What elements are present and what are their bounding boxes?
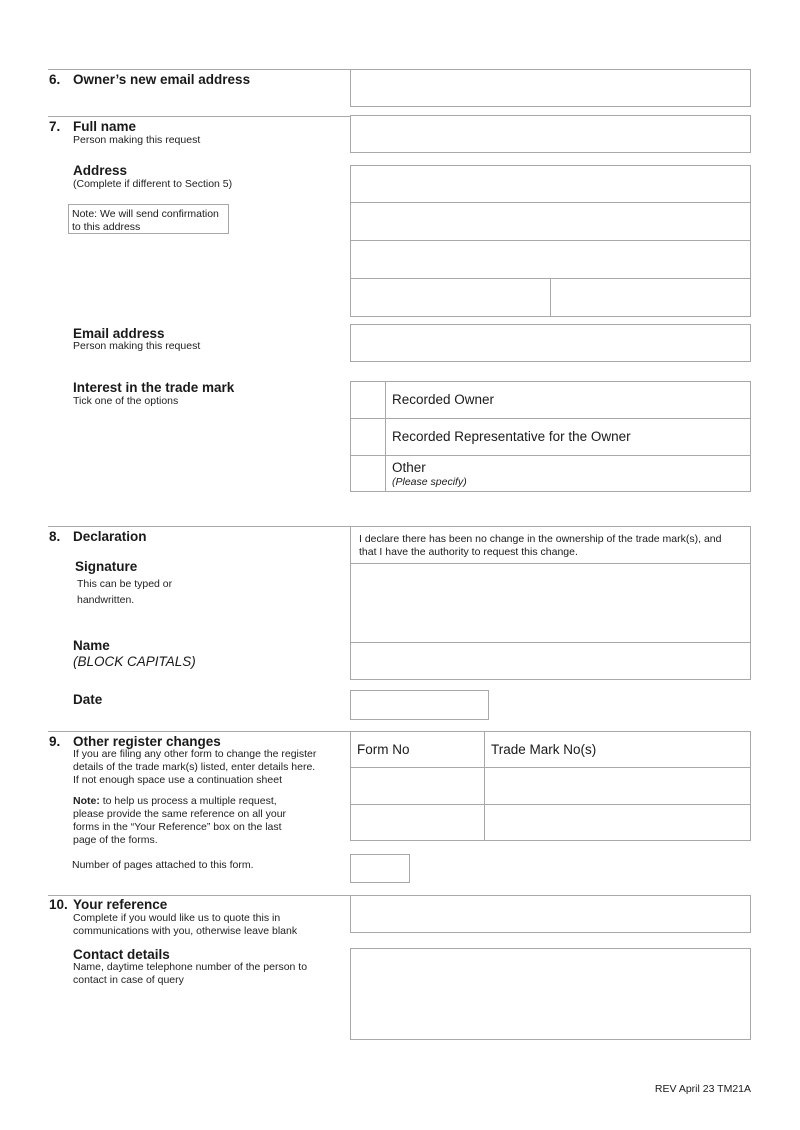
address-line3-input[interactable] — [350, 240, 751, 279]
section-6-title: Owner’s new email address — [73, 72, 251, 87]
note-bold-label: Note: — [73, 795, 100, 807]
address-town-input[interactable] — [350, 278, 551, 317]
note-line3: forms in the “Your Reference” box on the last — [73, 821, 282, 833]
form-no-header-label: Form No — [357, 742, 410, 757]
recorded-owner-label: Recorded Owner — [392, 392, 495, 407]
other-interest-option[interactable] — [385, 455, 751, 492]
your-reference-sub-2: communications with you, otherwise leave blank — [73, 925, 298, 937]
form-no-input-row2[interactable] — [350, 804, 485, 841]
name-title: Name — [73, 638, 110, 653]
declaration-statement — [350, 526, 751, 564]
email-address-title: Email address — [73, 326, 165, 341]
section-7-rule — [48, 116, 350, 117]
note-line2: please provide the same reference on all your — [73, 808, 287, 820]
section-8-rule — [48, 526, 350, 527]
signature-input[interactable] — [350, 563, 751, 643]
interest-subtitle: Tick one of the options — [73, 395, 179, 407]
other-interest-hint: (Please specify) — [392, 476, 467, 488]
address-line2-input[interactable] — [350, 202, 751, 241]
pages-attached-label: Number of pages attached to this form. — [72, 859, 254, 871]
address-note-line2: to this address — [72, 221, 141, 233]
full-name-title: Full name — [73, 119, 137, 134]
signature-subtitle-1: This can be typed or — [77, 578, 173, 590]
other-register-sub-3: If not enough space use a continuation sheet — [73, 774, 282, 786]
owner-new-email-input[interactable] — [350, 69, 751, 107]
section-6-number: 6. — [49, 72, 61, 87]
note-line1: to help us process a multiple request, — [99, 795, 277, 807]
signature-title: Signature — [75, 559, 138, 574]
date-title: Date — [73, 692, 103, 707]
section-10-rule — [48, 895, 350, 896]
your-reference-title: Your reference — [73, 897, 168, 912]
name-input[interactable] — [350, 642, 751, 680]
footer-revision: REV April 23 — [654, 1083, 715, 1095]
your-reference-sub-1: Complete if you would like us to quote this in — [73, 912, 281, 924]
interest-title: Interest in the trade mark — [73, 380, 235, 395]
other-register-note — [73, 795, 286, 847]
footer-form-code: TM21A — [717, 1083, 751, 1095]
contact-details-sub-1: Name, daytime telephone number of the person to — [73, 961, 308, 973]
note-line4: page of the forms. — [73, 834, 158, 846]
trade-mark-no-header-label: Trade Mark No(s) — [491, 742, 597, 757]
email-address-input[interactable] — [350, 324, 751, 362]
date-input[interactable] — [350, 690, 489, 720]
full-name-subtitle: Person making this request — [73, 134, 201, 146]
recorded-representative-checkbox[interactable] — [350, 418, 386, 456]
address-note — [68, 204, 229, 234]
other-register-sub-1: If you are filing any other form to change the register — [73, 748, 317, 760]
signature-subtitle-2: handwritten. — [77, 594, 135, 606]
address-postcode-input[interactable] — [550, 278, 751, 317]
form-no-input-row1[interactable] — [350, 767, 485, 805]
section-9-rule — [48, 731, 350, 732]
declaration-line1: I declare there has been no change in the ownership of the trade mark(s), and — [359, 533, 722, 545]
address-title: Address — [73, 163, 128, 178]
address-note-line1: Note: We will send confirmation — [72, 208, 219, 220]
section-9-number: 9. — [49, 734, 61, 749]
section-6-rule — [48, 69, 350, 70]
contact-details-title: Contact details — [73, 947, 170, 962]
contact-details-sub-2: contact in case of query — [73, 974, 184, 986]
recorded-representative-option — [385, 418, 751, 456]
form-no-header — [350, 731, 485, 768]
your-reference-input[interactable] — [350, 895, 751, 933]
other-register-sub-2: details of the trade mark(s) listed, enter details here. — [73, 761, 316, 773]
other-interest-label: Other — [392, 460, 426, 475]
section-10-number: 10. — [49, 897, 68, 912]
trade-mark-no-header — [484, 731, 751, 768]
contact-details-input[interactable] — [350, 948, 751, 1040]
other-register-changes-title: Other register changes — [73, 734, 221, 749]
address-line1-input[interactable] — [350, 165, 751, 203]
recorded-owner-checkbox[interactable] — [350, 381, 386, 419]
other-interest-checkbox[interactable] — [350, 455, 386, 492]
name-subtitle: (BLOCK CAPITALS) — [73, 654, 196, 669]
declaration-title: Declaration — [73, 529, 147, 544]
section-7-number: 7. — [49, 119, 61, 134]
recorded-representative-label: Recorded Representative for the Owner — [392, 429, 631, 444]
footer — [600, 1083, 751, 1095]
email-address-subtitle: Person making this request — [73, 340, 201, 352]
address-subtitle: (Complete if different to Section 5) — [73, 178, 233, 190]
declaration-line2: that I have the authority to request this change. — [359, 546, 578, 558]
pages-attached-input[interactable] — [350, 854, 410, 883]
trade-mark-no-input-row1[interactable] — [484, 767, 751, 805]
trade-mark-no-input-row2[interactable] — [484, 804, 751, 841]
recorded-owner-option — [385, 381, 751, 419]
full-name-input[interactable] — [350, 115, 751, 153]
section-8-number: 8. — [49, 529, 61, 544]
